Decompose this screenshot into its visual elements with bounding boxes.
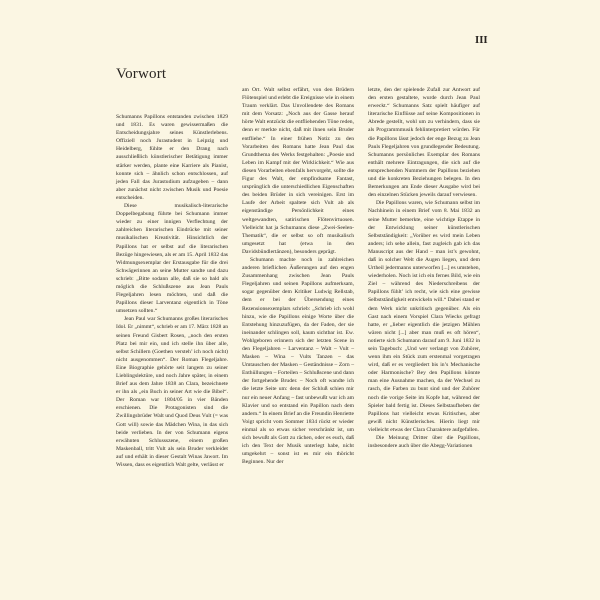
text-column-3 bbox=[368, 86, 480, 450]
paragraph: Schumanns Papillons entstanden zwischen 1829 und 1831. Es waren gewissermaßen die Entscheidungsjahre seines Künstlerlebens. Offiziell noch Jurastudent in Leipzig und Heidelberg, fühlte er den Drang nach ausschließlich künstlerischer Betätigung immer stärker werden, plante eine Karriere als Pianist, konnte sich – ähnlich schon entschlossen, auf jeden Fall das Jurastudium aufzugeben – dann aber zunächst nicht zwischen Musik und Poesie entscheiden. bbox=[116, 114, 228, 201]
paragraph: Diese musikalisch-literarische Doppelbegabung führte bei Schumann immer wieder zu einer innigen Verflechtung der zahlreichen literarischen Eindrücke mit seiner musikalischen Kreativität. Hinsichtlich der Papillons hat er selbst auf die literarischen Bezüge hingewiesen, als er am 15. April 1832 das Widmungsexemplar der Erstausgabe für die drei Schwägerinnen an seine Mutter sandte und dazu schrieb: „Bitte sodann alle, daß sie so bald als möglich die Schlußszene aus Jean Pauls Flegeljahren lesen möchten, und daß die Papillons dieser Larventanz eigentlich in Töne umsetzen sollten.“ bbox=[116, 203, 228, 315]
paragraph: Die Meinung Dritter über die Papillons, insbesondere auch über die Abegg-Variationen bbox=[368, 435, 480, 450]
page-title: Vorwort bbox=[116, 66, 167, 82]
paragraph: Schumann machte noch in zahlreichen anderen brieflichen Äußerungen auf den engen Zusammenhang zwischen Jean Pauls Flegeljahren und seinen Papillons aufmerksam, sogar gegenüber dem Kritiker Ludwig Rellstab, dem er bei der Übersendung eines Rezensionsexemplars schrieb: „Schrieb ich wohl hinzu, wie die Papillons einige Worte über die Entstehung hinzuzufügen, da der Faden, der sie ineinander schlingen soll, kaum sichtbar ist. Ew. Wohlgeboren erinnern sich der letzten Scene in den Flegeljahren – Larventanz – Walt – Vult – Masken – Wina – Vults Tanzen – das Umtauschen der Masken – Geständnisse – Zorn – Enthüllungen – Forteilen – Schlußscene und dann der fortgehende Bruder. – Noch oft wandte ich die letzte Seite um: denn der Schluß schien mir nur ein neuer Anfang – fast unbewußt war ich am Klavier und so entstand ein Papillon nach dem andern.“ In einem Brief an die Freundin Henriette Voigt spricht vom Sommer 1834 rückt er wieder einmal als so etwas sicher verschränkt ist, um sich bewußt als Gott zu rächen, oder es euch, daß ich den Text der Musik unterlegt habe, nicht umgekehrt – sonst ist es mir ein thöricht Beginnen. Nur der bbox=[242, 256, 354, 466]
paragraph: am Ort. Walt selbst erfährt, von den Brüdern Flötenspiel und erlebt die Ereignisse wie in einem Traum verklärt. Das Unvollendete des Romans mit dem Vorsatz: „Noch aus der Gasse herauf hörte Walt entzückt die entfliehenden Töne reden, denn er merkte nicht, daß mit ihnen sein Bruder entfliehe.“ In einer frühen Notiz zu den Vorarbeiten des Romans hatte Jean Paul das Grundthema des Werks festgehalten: „Poesie und Leben im Kampf mit der Wirklichkeit.“ Wie aus diesen Vorarbeiten ebenfalls hervorgeht, sollte die Figur des Walt, der empfindsame Fantast, ursprünglich die unterschiedlichen Eigenschaften des beiden Brüder in sich vereinigen. Erst im Laufe der Arbeit spaltete sich Vult ab als eigenständige Persönlichkeit eines weltgewandten, satirischen Flötenvirtuosen. Vielleicht hat ja Schumanns diese „Zwei-Seelen-Thematik“, die er selbst so oft musikalisch umgesetzt hat (etwa in den Davidsbündlertänzen), besonders geprägt. bbox=[242, 87, 355, 255]
paragraph: Die Papillons waren, wie Schumann selbst im Nachhinein in einem Brief vom 8. Mai 1832 an seine Mutter bemerkte, eine wichtige Etappe in der Entwicklung seiner künstlerischen Selbstständigkeit: „Vorüber es wird mein Leben anders; ich sehe allein, fast zugleich gab ich das Manuscript aus der Hand – man ist’s gewohnt, daß in solcher Welt die Augen liegen, und dem Urtheil jedermanns unterworfen [...] es umstehen, wiederholen. Noch ist ich ein fernes Bild, wie ein Ziel – während des Niederschreibens der Papillons fühlt’ ich recht, wie sich eine gewisse Selbstständigkeit entwickeln will.“ Dabei stand er dem Werk nicht unkritisch gegenüber. Als ein Gast nach einem Vorspiel Clara Wiecks gefragt hatte, er „lieber eigentlich die jetzigen Mühlen wären nicht [...] aber man muß es oft hören“, notierte sich Schumann darauf am 9. Juni 1832 in sein Tagebuch: „Und wer verlangt von Zuhörer, wenn ihm ein Stück zum erstenmal vorgetragen wird, daß er es vergliedert bis in’s Mechanische oder Harmonische? Bey den Papillons könnte man eine Ausnahme machen, da der Wechsel zu rasch, die Farben zu bunt sind und der Zuhörer noch die vorige Seite im Kopfe hat, während der Spieler bald fertig ist. Dieses Selbstaufheben der Papillons hat vielleicht etwas Kritisches, aber gewiß nicht Künstlerisches. Hierin liegt mir vielleicht etwas der Clara Charaktere aufgefallen. bbox=[368, 200, 480, 433]
text-column-2 bbox=[242, 86, 354, 466]
paragraph: letzte, den der spielende Zufall zur Antwort auf den ersten gestaltete, wurde durch Jean Paul erweckt.“ Schumanns Satz spielt häufiger auf literarische Einflüsse auf seine Kompositionen in Abrede gestellt, wohl um zu verhindern, dass sie als Programmmusik fehlinterpretiert würden. Für die Papillons lässt jedoch der enge Bezug zu Jean Pauls Flegeljahren von grundlegender Bedeutung. Schumanns persönliches Exemplar des Romans enthält mehrere Eintragungen, die sich auf die entsprechenden Nummern der Papillons beziehen und die konkreten Beziehungen belegen. In den Bemerkungen am Ende dieser Ausgabe wird bei den einzelnen Stücken jeweils darauf verwiesen. bbox=[368, 87, 481, 199]
paragraph: Jean Paul war Schumanns großes literarisches Idol. Er „nimmt“, schrieb er am 17. März 1828 an seinen Freund Gisbert Rosen, „noch den ersten Platz bei mir ein, und ich stelle ihn über alle, selbst Schillern (Goethen versteh’ ich noch nicht) nicht ausgenommen“. Der Roman Flegeljahre. Eine Biographie gehörte seit langem zu seiner Lieblingslektüre, und noch Jahre später, in einem Brief aus dem Jahre 1838 an Clara, bezeichnete er ihn als „ein Buch in seiner Art wie die Bibel“. Der Roman war 1804/05 in vier Bänden erschienen. Die Protagonisten sind die Zwillingsbrüder Walt und Quod Deus Vult (= was Gott will) sowie das Mädchen Wina, in das sich beide verlieben. In der von Schumann eigens erwähnten Schlussszene, einem großen Maskenball, tritt Vult als sein Bruder verkleidet auf und erhält in dieser Gestalt Winas Jawort. Im Wissen, dass es eigentlich Walt gelte, verlässt er bbox=[116, 316, 228, 469]
text-column-1 bbox=[116, 113, 228, 469]
page-number: III bbox=[475, 36, 488, 46]
